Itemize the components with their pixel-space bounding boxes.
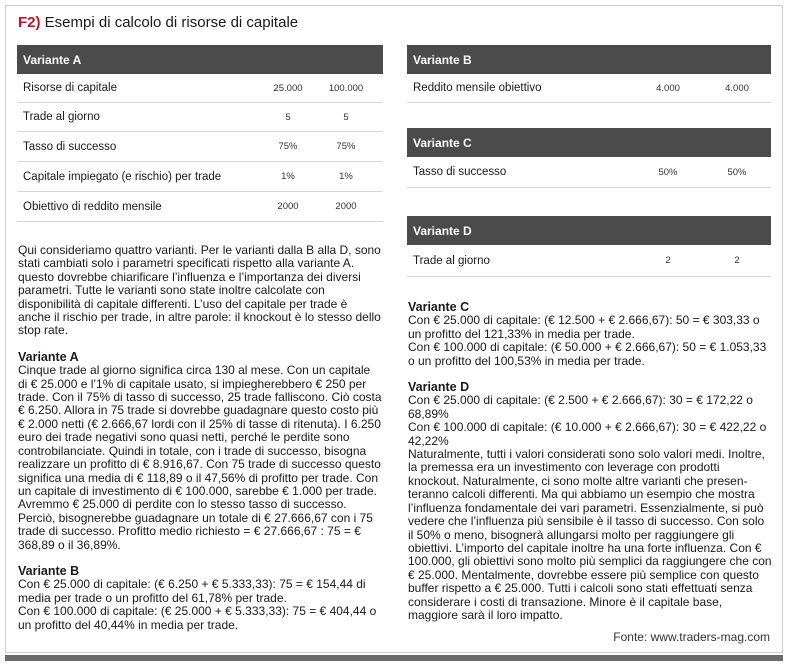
row-label: Trade al giorno [413, 254, 490, 267]
table-row [17, 74, 383, 103]
row-value-2: 100.000 [328, 82, 364, 94]
figure-title: Esempi di calcolo di risorse di capitale [44, 14, 299, 31]
table-row [17, 192, 383, 222]
table-variante-a [17, 45, 383, 222]
row-value-2: 1% [339, 171, 353, 182]
variante-a-paragraph: Cinque trade al giorno significa circa 130 al mese. Con un capitale di € 25.000 e l’1% di capitale usato, si impiegherebbero € 250 per trade. Con il 75% di tasso di successo, 25 trade falliscono. Ciò costa € 6.250. Allora in 75 trade si dovrebbe guadagnare questo costo più € 2.000 netti (€ 2.666,67 lordi con il 25% di tasse di ritenuta). I 6.250 euro dei trade negativi sono quasi netti, perché le perdite sono controbilanciate. Quindi in totale, con i trade di successo, bisogna realizzare un profitto di € 8.916,67. Con 75 trade di successo questo significa una media di € 118,89 o il 47,56% di profitto per trade. Con un capitale di investimento di € 100.000, sarebbe € 1.000 per trade. Avremmo € 25.000 di perdite con lo stesso tasso di successo. Perciò, bisognerebbe guadagnare un totale di € 27.666,67 con i 75 trade di successo. Profitto medio richiesto = € 27.666,67 : 75 = € 368,89 o il 36,89%. [18, 363, 382, 552]
row-value-2: 4.000 [725, 82, 749, 94]
intro-paragraph: Qui consideriamo quattro varianti. Per le varianti dalla B alla D, sono stati cambiati solo i parametri specificati rispetto alla variante A. questo dovrebbe chiarificare l’influenza e l’importanza dei diversi parametri. Tutte le varianti sono state inoltre calcolate con disponibilità di capitale differenti. L’uso del capitale per trade è anche il rischio per trade, in altre parole: il knockout è lo stesso dello stop rate. [18, 243, 381, 338]
row-label: Trade al giorno [23, 111, 100, 123]
right-text-column [408, 301, 772, 622]
table-variante-c [407, 128, 771, 188]
row-value-1: 50% [658, 166, 678, 178]
row-label: Capitale impiegato (e rischio) per trade [23, 170, 222, 183]
variante-b-heading: Variante B [18, 563, 80, 578]
row-value-1: 25.000 [273, 82, 303, 94]
row-value-2: 50% [727, 166, 747, 178]
row-label: Reddito mensile obiettivo [413, 82, 542, 94]
table-row [17, 162, 383, 192]
conclusion-paragraph: Naturalmente, tutti i valori considerati sono solo valori medi. Inoltre, la premessa era un investimento con leverage con prodotti knockout. Naturalmente, ci sono molte altre varianti che presen-teranno calcoli differenti. Ma qui abbiamo un esempio che mostra l’influenza fondamentale dei vari parametri. Essenzialmente, si può vedere che l’influenza più sensibile è il tasso di successo. Con solo il 50% o meno, bisognerà allungarsi molto per raggiungere gli obiettivi. L’importo del capitale inoltre ha una forte influenza. Con € 100.000, gli obiettivi sono molto più semplici da raggiungere che con € 25.000. Mentalmente, dovrebbe essere più semplice con questo buffer rispetto a € 25.000. Tutti i calcoli sono stati effettuati senza considerare i costi di transazione. Minore è il capitale base, maggiore sarà il loro impatto. [408, 447, 772, 622]
table-row [407, 245, 771, 277]
table-row [17, 103, 383, 132]
table-variante-d [407, 216, 771, 277]
row-value-1: 2000 [277, 201, 299, 212]
row-value-1: 2 [665, 255, 671, 266]
row-value-1: 75% [278, 141, 298, 152]
row-label: Tasso di successo [413, 166, 507, 178]
table-header: Variante C [407, 128, 771, 157]
variante-c-heading: Variante C [408, 300, 470, 314]
row-value-1: 4.000 [656, 82, 680, 94]
row-label: Obiettivo di reddito mensile [23, 200, 162, 213]
variante-b-line-1: Con € 25.000 di capitale: (€ 6.250 + € 5.333,33): 75 = € 154,44 di media per trade o un profitto del 61,78% per trade. [18, 577, 366, 605]
table-row [407, 157, 771, 188]
figure-label: F2) [18, 14, 41, 31]
row-value-2: 5 [343, 111, 349, 123]
source-credit: Fonte: www.traders-mag.com [613, 630, 770, 644]
table-row [407, 74, 771, 103]
variante-a-heading: Variante A [18, 349, 79, 364]
left-text-column [18, 244, 382, 632]
bottom-bar [5, 655, 783, 661]
row-value-1: 1% [281, 171, 295, 182]
row-label: Risorse di capitale [23, 82, 117, 94]
variante-d-line-1: Con € 25.000 di capitale: (€ 2.500 + € 2.666,67): 30 = € 172,22 o 68,89% [408, 393, 753, 421]
variante-c-line-1: Con € 25.000 di capitale: (€ 12.500 + € 2.666,67): 50 = € 303,33 o un profitto del 121,33% in media per trade. [408, 313, 760, 341]
row-value-2: 75% [336, 141, 356, 152]
row-value-2: 2000 [335, 201, 357, 212]
row-value-1: 5 [285, 111, 291, 123]
table-header: Variante B [407, 45, 771, 74]
row-value-2: 2 [734, 255, 740, 266]
variante-d-heading: Variante D [408, 380, 470, 395]
variante-c-line-2: Con € 100.000 di capitale: (€ 50.000 + € 2.666,67): 50 = € 1.053,33 o un profitto del 100,53% in media per trade. [408, 340, 767, 368]
table-variante-b [407, 45, 771, 103]
table-row [17, 132, 383, 162]
figure-header [18, 14, 298, 31]
table-header: Variante D [407, 216, 771, 245]
variante-d-line-2: Con € 100.000 di capitale: (€ 10.000 + € 2.666,67): 30 = € 422,22 o 42,22% [408, 420, 767, 448]
row-label: Tasso di successo [23, 140, 117, 153]
variante-b-line-2: Con € 100.000 di capitale: (€ 25.000 + € 5.333,33): 75 = € 404,44 o un profitto del 40,44% in media per trade. [18, 604, 377, 632]
table-header: Variante A [17, 45, 383, 74]
